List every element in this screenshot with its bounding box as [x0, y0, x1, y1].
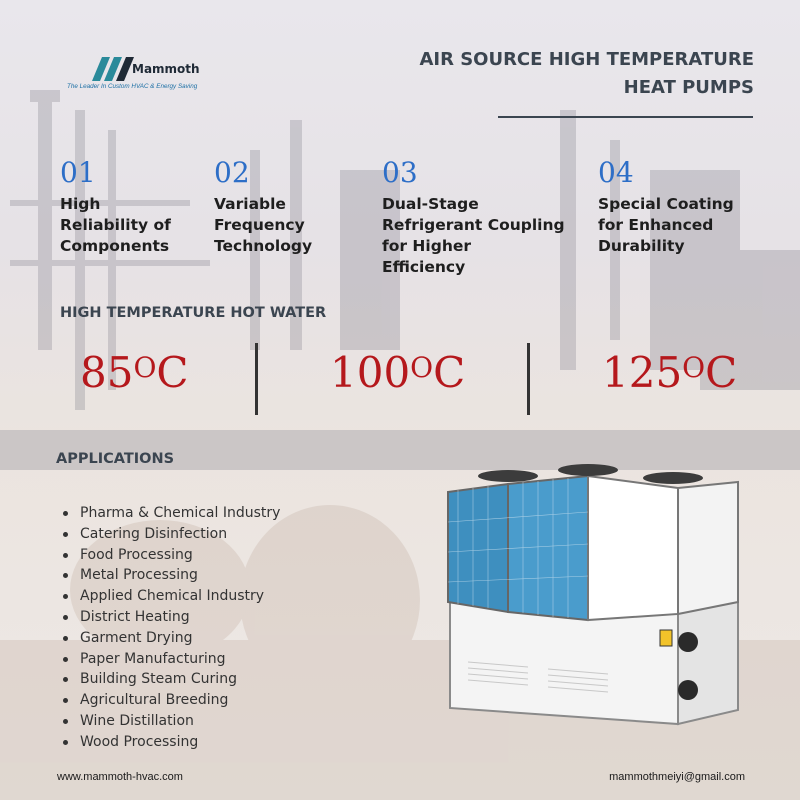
temp-divider — [255, 343, 258, 415]
list-item — [62, 669, 280, 690]
feature-4 — [598, 156, 734, 257]
bullet-icon — [63, 532, 68, 537]
feature-2 — [214, 156, 312, 257]
feature-line: Frequency — [214, 216, 305, 234]
temp-value: 100 — [330, 348, 411, 397]
feature-line: for Higher — [382, 237, 472, 255]
degree-sign: O — [410, 351, 434, 384]
temp-unit: C — [705, 348, 738, 397]
title-line-1: AIR SOURCE HIGH TEMPERATURE — [419, 49, 754, 70]
list-item — [62, 565, 280, 586]
feature-line: High — [60, 195, 101, 213]
feature-line: Durability — [598, 237, 685, 255]
degree-sign: O — [133, 351, 157, 384]
feature-3 — [382, 156, 565, 278]
temp-value: 125 — [602, 348, 683, 397]
temp-unit: C — [433, 348, 466, 397]
feature-line: for Enhanced — [598, 216, 714, 234]
list-item — [62, 586, 280, 607]
list-item — [62, 628, 280, 649]
email-link[interactable]: mammothmeiyi@gmail.com — [609, 771, 745, 783]
feature-text — [598, 194, 734, 257]
feature-line: Refrigerant Coupling — [382, 216, 565, 234]
feature-line: Dual-Stage — [382, 195, 479, 213]
bullet-icon — [63, 698, 68, 703]
temp-125 — [602, 348, 737, 397]
bullet-icon — [63, 636, 68, 641]
temp-unit: C — [156, 348, 189, 397]
hot-water-heading: HIGH TEMPERATURE HOT WATER — [60, 305, 327, 321]
brand-name: Mammoth — [132, 62, 200, 76]
brand-tagline: The Leader In Custom HVAC & Energy Saving — [67, 83, 198, 90]
application-label: Catering Disinfection — [80, 525, 228, 542]
temp-value: 85 — [80, 348, 134, 397]
bullet-icon — [63, 719, 68, 724]
bullet-icon — [63, 740, 68, 745]
temp-100 — [330, 348, 465, 397]
bullet-icon — [63, 677, 68, 682]
application-label: Building Steam Curing — [80, 671, 237, 688]
website-link[interactable]: www.mammoth-hvac.com — [57, 771, 183, 783]
application-label: Agricultural Breeding — [80, 692, 229, 709]
feature-text — [382, 194, 565, 278]
application-label: Wine Distillation — [80, 712, 194, 729]
bullet-icon — [63, 553, 68, 558]
application-label: Food Processing — [80, 546, 193, 563]
bullet-icon — [63, 615, 68, 620]
feature-number: 01 — [60, 156, 96, 189]
temp-divider — [527, 343, 530, 415]
list-item — [62, 649, 280, 670]
bullet-icon — [63, 657, 68, 662]
temp-85 — [80, 348, 189, 397]
application-label: District Heating — [80, 608, 190, 625]
mammoth-logo-icon — [90, 55, 134, 81]
list-item — [62, 607, 280, 628]
feature-line: Technology — [214, 237, 313, 255]
list-item — [62, 545, 280, 566]
feature-line: Variable — [214, 195, 286, 213]
application-label: Wood Processing — [80, 733, 199, 750]
feature-line: Components — [60, 237, 170, 255]
feature-number: 02 — [214, 156, 250, 189]
feature-line: Efficiency — [382, 258, 466, 276]
list-item — [62, 732, 280, 753]
title-divider — [498, 116, 753, 118]
list-item — [62, 711, 280, 732]
application-label: Metal Processing — [80, 567, 198, 584]
bullet-icon — [63, 594, 68, 599]
feature-line: Reliability of — [60, 216, 171, 234]
bullet-icon — [63, 511, 68, 516]
feature-number: 03 — [382, 156, 418, 189]
list-item — [62, 524, 280, 545]
brand-logo — [60, 52, 230, 94]
application-label: Pharma & Chemical Industry — [80, 505, 281, 521]
application-label: Garment Drying — [80, 629, 193, 646]
feature-number: 04 — [598, 156, 634, 189]
page-title — [419, 46, 754, 102]
application-label: Applied Chemical Industry — [80, 588, 265, 605]
feature-text — [60, 194, 171, 257]
degree-sign: O — [682, 351, 706, 384]
feature-text — [214, 194, 312, 257]
feature-1 — [60, 156, 171, 257]
list-item — [62, 690, 280, 711]
bullet-icon — [63, 573, 68, 578]
applications-list — [62, 503, 280, 753]
list-item — [62, 503, 280, 524]
application-label: Paper Manufacturing — [80, 650, 226, 667]
heat-pump-unit-image — [438, 462, 750, 732]
feature-line: Special Coating — [598, 195, 734, 213]
title-line-2: HEAT PUMPS — [623, 77, 754, 98]
applications-heading: APPLICATIONS — [56, 451, 175, 467]
